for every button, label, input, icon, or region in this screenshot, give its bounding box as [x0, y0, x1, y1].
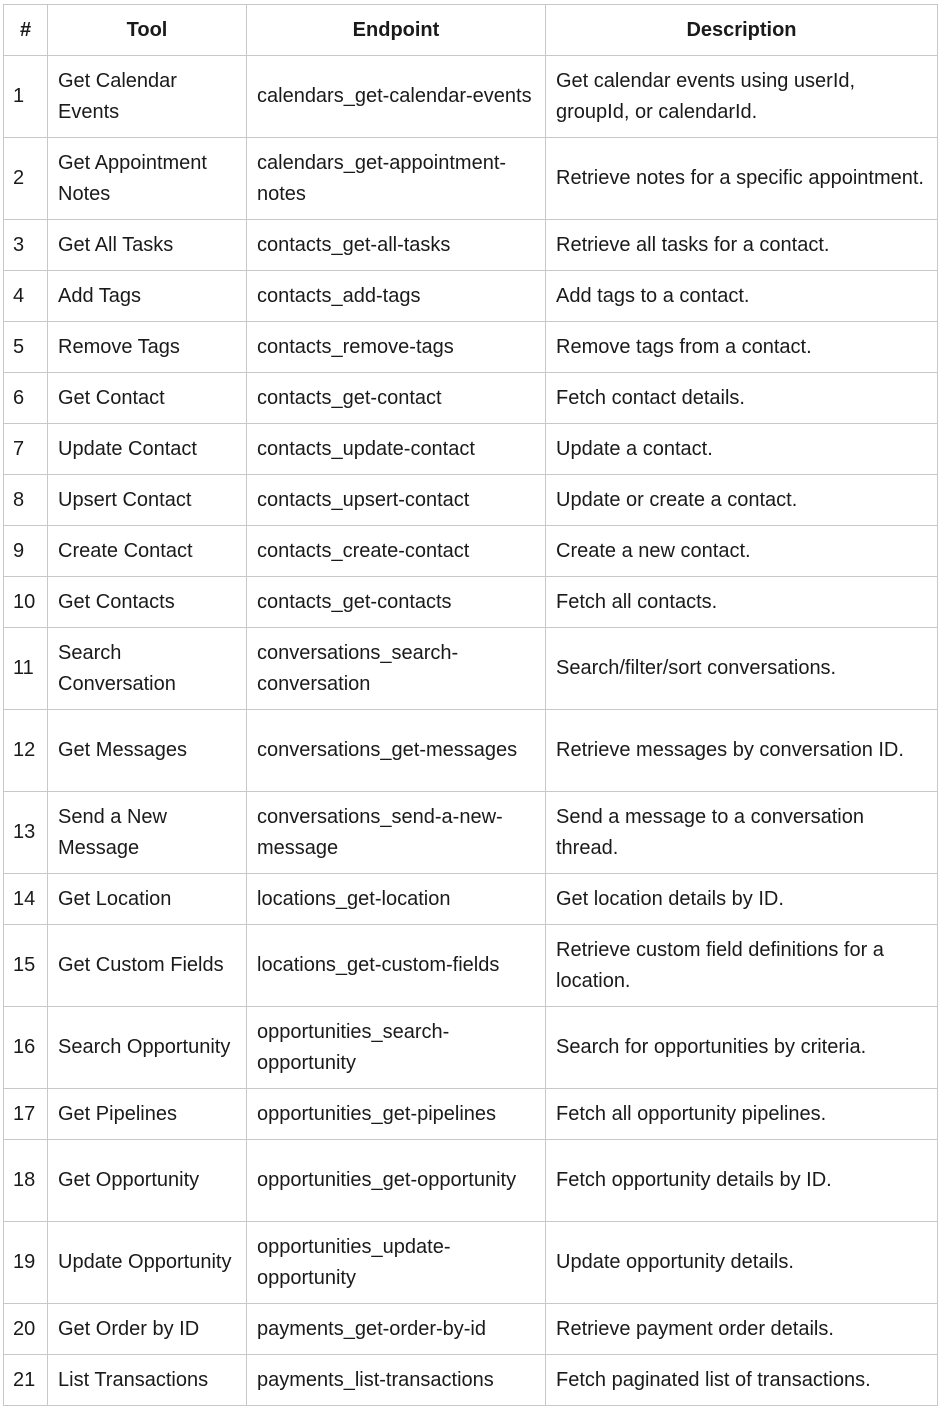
row-description: Send a message to a conversation thread. — [546, 792, 938, 874]
header-description: Description — [546, 5, 938, 56]
row-tool: Get Order by ID — [48, 1304, 247, 1355]
row-number: 3 — [4, 220, 48, 271]
row-number: 14 — [4, 874, 48, 925]
row-number: 12 — [4, 710, 48, 792]
row-endpoint: contacts_get-all-tasks — [247, 220, 546, 271]
row-description: Remove tags from a contact. — [546, 322, 938, 373]
row-tool: Search Conversation — [48, 628, 247, 710]
table-row — [4, 1355, 938, 1406]
row-description: Fetch all contacts. — [546, 577, 938, 628]
row-endpoint: opportunities_get-opportunity — [247, 1140, 546, 1222]
table-row — [4, 1304, 938, 1355]
row-tool: Create Contact — [48, 526, 247, 577]
row-endpoint: contacts_upsert-contact — [247, 475, 546, 526]
row-description: Update opportunity details. — [546, 1222, 938, 1304]
row-endpoint: opportunities_search-opportunity — [247, 1007, 546, 1089]
table-row — [4, 56, 938, 138]
row-number: 20 — [4, 1304, 48, 1355]
row-endpoint: conversations_get-messages — [247, 710, 546, 792]
row-tool: Get Messages — [48, 710, 247, 792]
row-description: Fetch opportunity details by ID. — [546, 1140, 938, 1222]
row-number: 13 — [4, 792, 48, 874]
row-number: 16 — [4, 1007, 48, 1089]
tools-table — [3, 4, 938, 1406]
row-endpoint: locations_get-custom-fields — [247, 925, 546, 1007]
row-number: 17 — [4, 1089, 48, 1140]
row-tool: Get Pipelines — [48, 1089, 247, 1140]
header-number: # — [4, 5, 48, 56]
row-tool: Add Tags — [48, 271, 247, 322]
row-endpoint: contacts_update-contact — [247, 424, 546, 475]
row-number: 19 — [4, 1222, 48, 1304]
row-description: Get calendar events using userId, groupId, or calendarId. — [546, 56, 938, 138]
row-endpoint: contacts_create-contact — [247, 526, 546, 577]
row-endpoint: contacts_remove-tags — [247, 322, 546, 373]
row-number: 8 — [4, 475, 48, 526]
row-number: 18 — [4, 1140, 48, 1222]
row-description: Fetch all opportunity pipelines. — [546, 1089, 938, 1140]
row-tool: Upsert Contact — [48, 475, 247, 526]
table-row — [4, 1222, 938, 1304]
row-tool: List Transactions — [48, 1355, 247, 1406]
row-tool: Get All Tasks — [48, 220, 247, 271]
row-description: Retrieve notes for a specific appointment. — [546, 138, 938, 220]
table-row — [4, 526, 938, 577]
table-row — [4, 220, 938, 271]
row-tool: Get Custom Fields — [48, 925, 247, 1007]
row-description: Get location details by ID. — [546, 874, 938, 925]
row-description: Retrieve payment order details. — [546, 1304, 938, 1355]
row-tool: Get Location — [48, 874, 247, 925]
table-row — [4, 138, 938, 220]
table-row — [4, 475, 938, 526]
row-number: 9 — [4, 526, 48, 577]
table-row — [4, 322, 938, 373]
row-description: Retrieve custom field definitions for a location. — [546, 925, 938, 1007]
row-number: 10 — [4, 577, 48, 628]
row-endpoint: payments_get-order-by-id — [247, 1304, 546, 1355]
row-number: 11 — [4, 628, 48, 710]
row-number: 6 — [4, 373, 48, 424]
row-description: Search for opportunities by criteria. — [546, 1007, 938, 1089]
row-description: Fetch contact details. — [546, 373, 938, 424]
row-description: Search/filter/sort conversations. — [546, 628, 938, 710]
row-description: Update or create a contact. — [546, 475, 938, 526]
table-row — [4, 628, 938, 710]
row-tool: Get Appointment Notes — [48, 138, 247, 220]
table-row — [4, 874, 938, 925]
row-endpoint: locations_get-location — [247, 874, 546, 925]
row-description: Retrieve messages by conversation ID. — [546, 710, 938, 792]
row-tool: Get Contact — [48, 373, 247, 424]
row-description: Fetch paginated list of transactions. — [546, 1355, 938, 1406]
row-number: 4 — [4, 271, 48, 322]
row-tool: Remove Tags — [48, 322, 247, 373]
table-row — [4, 1007, 938, 1089]
row-number: 5 — [4, 322, 48, 373]
row-endpoint: contacts_add-tags — [247, 271, 546, 322]
row-tool: Send a New Message — [48, 792, 247, 874]
table-row — [4, 373, 938, 424]
row-tool: Update Contact — [48, 424, 247, 475]
row-endpoint: conversations_search-conversation — [247, 628, 546, 710]
row-tool: Update Opportunity — [48, 1222, 247, 1304]
row-tool: Search Opportunity — [48, 1007, 247, 1089]
table-row — [4, 925, 938, 1007]
table-row — [4, 424, 938, 475]
row-number: 7 — [4, 424, 48, 475]
table-row — [4, 577, 938, 628]
row-tool: Get Opportunity — [48, 1140, 247, 1222]
row-number: 15 — [4, 925, 48, 1007]
row-endpoint: opportunities_update-opportunity — [247, 1222, 546, 1304]
table-row — [4, 1140, 938, 1222]
row-endpoint: contacts_get-contacts — [247, 577, 546, 628]
header-row — [4, 5, 938, 56]
row-endpoint: opportunities_get-pipelines — [247, 1089, 546, 1140]
header-endpoint: Endpoint — [247, 5, 546, 56]
row-tool: Get Calendar Events — [48, 56, 247, 138]
table-row — [4, 792, 938, 874]
row-description: Add tags to a contact. — [546, 271, 938, 322]
row-tool: Get Contacts — [48, 577, 247, 628]
row-description: Update a contact. — [546, 424, 938, 475]
table-row — [4, 271, 938, 322]
row-endpoint: calendars_get-appointment-notes — [247, 138, 546, 220]
row-number: 21 — [4, 1355, 48, 1406]
row-description: Retrieve all tasks for a contact. — [546, 220, 938, 271]
row-endpoint: payments_list-transactions — [247, 1355, 546, 1406]
row-description: Create a new contact. — [546, 526, 938, 577]
table-row — [4, 1089, 938, 1140]
row-number: 1 — [4, 56, 48, 138]
row-endpoint: contacts_get-contact — [247, 373, 546, 424]
header-tool: Tool — [48, 5, 247, 56]
row-endpoint: calendars_get-calendar-events — [247, 56, 546, 138]
row-number: 2 — [4, 138, 48, 220]
row-endpoint: conversations_send-a-new-message — [247, 792, 546, 874]
table-row — [4, 710, 938, 792]
